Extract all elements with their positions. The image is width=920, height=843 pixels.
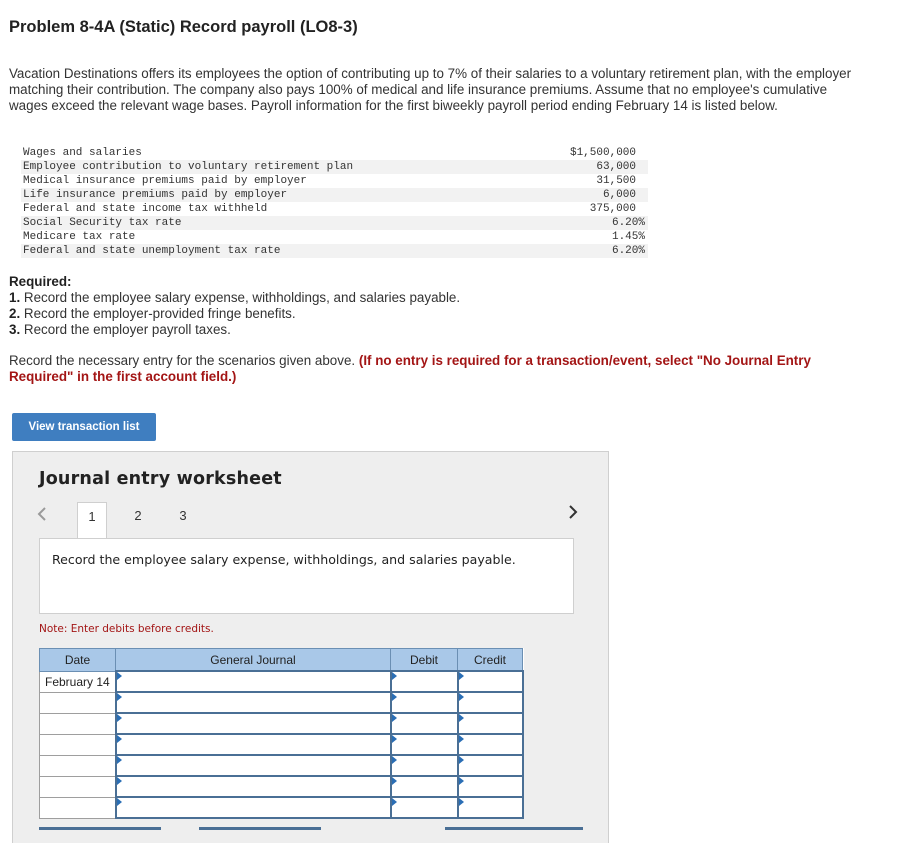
debit-input[interactable] [391,671,458,692]
credit-input[interactable] [458,755,523,776]
task-text: Record the employee salary expense, withholdings, and salaries payable. [52,552,516,567]
account-input[interactable] [116,671,391,692]
required-num: 2. [9,306,21,321]
task-description [39,538,574,614]
account-input[interactable] [116,755,391,776]
payroll-label: Medicare tax rate [23,231,136,243]
chevron-right-icon[interactable] [568,504,578,525]
credit-input[interactable] [458,797,523,818]
payroll-label: Life insurance premiums paid by employer [21,188,526,202]
payroll-label: Employee contribution to voluntary retirement plan [21,160,526,174]
debit-input[interactable] [391,776,458,797]
journal-entry-worksheet [12,451,609,843]
required-section [9,274,460,338]
date-cell [40,713,116,734]
required-item: Record the employer payroll taxes. [23,322,231,337]
required-num: 1. [9,290,21,305]
instruction-text: Record the necessary entry for the scenarios given above. [9,353,356,368]
required-item: Record the employee salary expense, withholdings, and salaries payable. [23,290,461,305]
instructions [9,353,869,385]
tab-2[interactable]: 2 [134,508,142,523]
credit-input[interactable] [458,713,523,734]
general-journal-table [39,648,524,819]
payroll-value: $1,500,000 [569,147,636,159]
debit-input[interactable] [391,755,458,776]
payroll-value: 6.20% [526,216,648,230]
required-num: 3. [9,322,21,337]
table-row [40,755,523,776]
payroll-label: Federal and state income tax withheld [23,203,268,215]
tab-3[interactable]: 3 [179,508,187,523]
tab-1[interactable]: 1 [77,502,107,538]
date-cell [40,734,116,755]
required-heading: Required: [9,274,72,289]
account-input[interactable] [116,776,391,797]
table-row [40,671,523,692]
record-entry-button[interactable] [39,827,161,830]
debit-input[interactable] [391,692,458,713]
instruction-note: (If no entry is required for a transaction/event, select "No Journal Entry Required" in the first account field.) [9,353,811,384]
credit-column-header: Credit [458,649,523,672]
view-transaction-list-button[interactable]: View transaction list [12,413,156,441]
date-cell: February 14 [40,671,116,692]
table-row [40,776,523,797]
chevron-left-icon[interactable] [37,506,47,527]
account-input[interactable] [116,713,391,734]
view-general-journal-button[interactable] [445,827,583,830]
account-input[interactable] [116,692,391,713]
problem-title: Problem 8-4A (Static) Record payroll (LO8-3) [9,18,358,36]
payroll-label: Federal and state unemployment tax rate [21,244,526,258]
date-cell [40,776,116,797]
table-row [21,160,648,174]
payroll-info-table [21,146,648,258]
table-row [21,174,648,188]
date-cell [40,797,116,818]
general-journal-column-header: General Journal [116,649,391,672]
credit-input[interactable] [458,734,523,755]
table-row [21,146,648,160]
payroll-value: 375,000 [589,203,636,215]
table-row [40,734,523,755]
credit-input[interactable] [458,776,523,797]
required-item: Record the employer-provided fringe benefits. [23,306,296,321]
table-row [40,713,523,734]
table-header-row [40,649,523,672]
credit-input[interactable] [458,671,523,692]
table-row [21,230,648,244]
payroll-label: Wages and salaries [23,147,142,159]
payroll-value: 1.45% [611,231,645,243]
problem-intro: Vacation Destinations offers its employees the option of contributing up to 7% of their salaries to a voluntary retirement plan, with the employer matching their contribution. The company also pays 100% of medical and life insurance premiums. Assume that no employee's cumulative wages exceed the relevant wage bases. Payroll information for the first biweekly payroll period ending February 14 is listed below. [9,66,852,113]
clear-entry-button[interactable] [199,827,321,830]
account-input[interactable] [116,734,391,755]
debit-input[interactable] [391,713,458,734]
date-cell [40,755,116,776]
table-row [21,216,648,230]
payroll-value: 31,500 [596,175,636,187]
payroll-value: 6.20% [526,244,648,258]
debit-input[interactable] [391,734,458,755]
debit-credit-note: Note: Enter debits before credits. [39,623,214,635]
worksheet-title: Journal entry worksheet [39,469,282,489]
credit-input[interactable] [458,692,523,713]
date-column-header: Date [40,649,116,672]
table-row [21,188,648,202]
table-row [40,797,523,818]
date-cell [40,692,116,713]
debit-column-header: Debit [391,649,458,672]
payroll-label: Social Security tax rate [21,216,526,230]
payroll-label: Medical insurance premiums paid by employer [23,175,307,187]
payroll-value: 6,000 [526,188,648,202]
table-row [40,692,523,713]
payroll-value: 63,000 [526,160,648,174]
table-row [21,202,648,216]
debit-input[interactable] [391,797,458,818]
account-input[interactable] [116,797,391,818]
table-row [21,244,648,258]
